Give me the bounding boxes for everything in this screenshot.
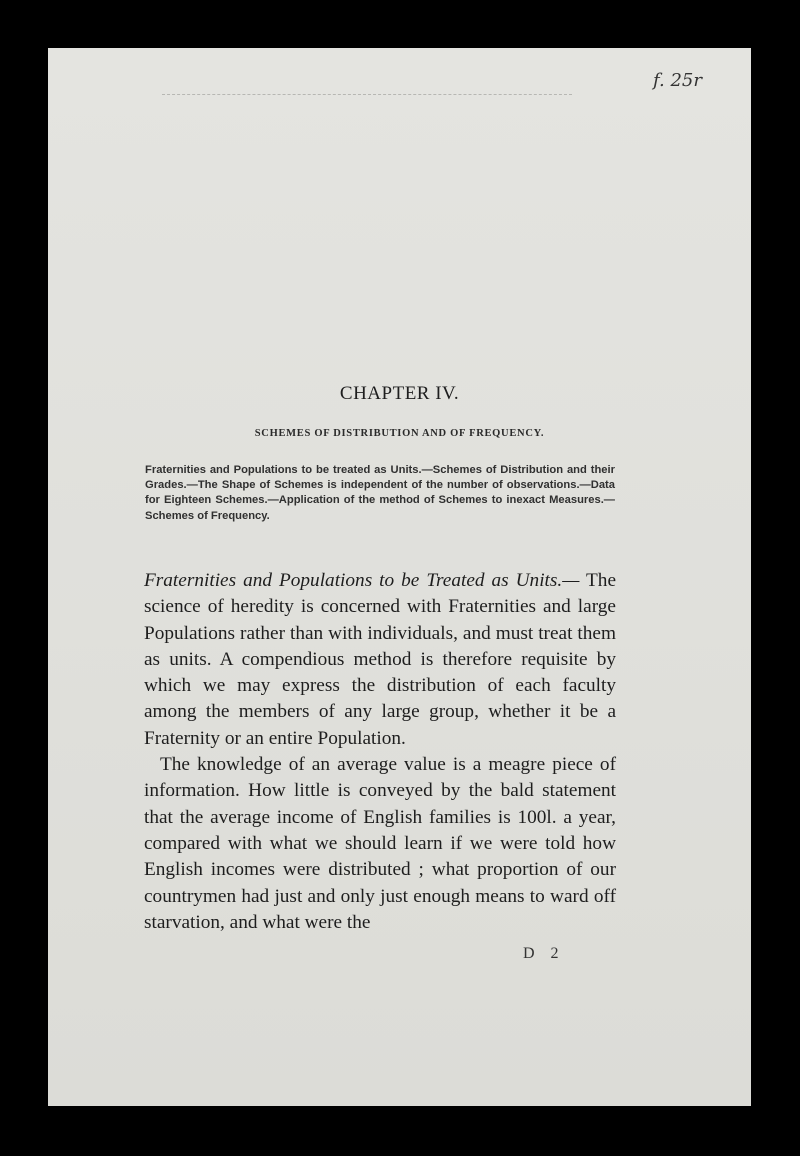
chapter-title: CHAPTER IV. <box>339 383 460 404</box>
paragraph-2: The knowledge of an average value is a meagre piece of information. How little is conveyed by the bald statement that the average income of English families is 100l. a year, compared with what we should learn if we were told how English incomes were distributed ; what proportion of our countrymen had just and only just enough means to ward off starvation, and what were the <box>144 754 616 933</box>
paragraph-1 <box>144 568 616 752</box>
paragraph-1-text: The science of heredity is concerned with Fraternities and large Populations rather than with individuals, and must treat them as units. A compendious method is therefore requisite by which we may express the distribution of each faculty among the members of any large group, whether it be a Fraternity or an entire Population. <box>144 570 616 749</box>
folio-annotation: f. 25r <box>653 70 702 91</box>
paragraph-heading: Fraternities and Populations to be Treated as Units.— <box>144 570 580 591</box>
header-rule <box>162 94 572 95</box>
section-title: SCHEMES OF DISTRIBUTION AND OF FREQUENCY. <box>254 428 545 439</box>
body-text <box>144 568 616 936</box>
chapter-summary: Fraternities and Populations to be treated as Units.—Schemes of Distribution and their Grades.—The Shape of Schemes is independent of the number of observations.—Data for Eighteen Schemes.—Application of the method of Schemes to inexact Measures.—Schemes of Frequency. <box>145 464 615 522</box>
document-page <box>48 48 751 1106</box>
signature-mark: D 2 <box>523 945 565 962</box>
